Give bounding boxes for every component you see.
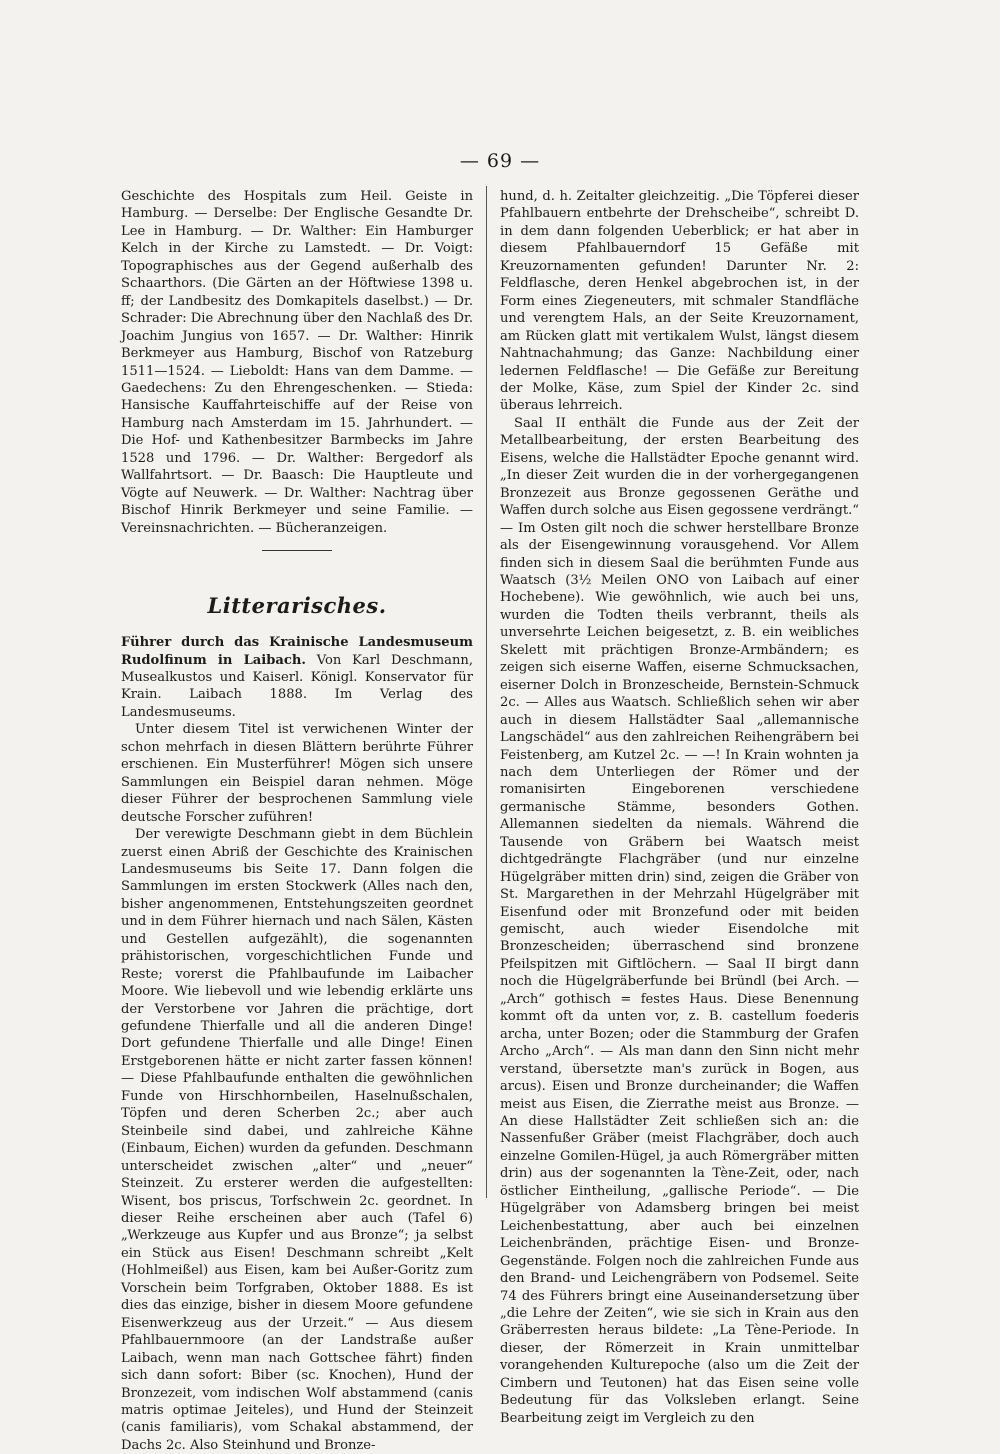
review-paragraph: hund, d. h. Zeitalter gleichzeitig. „Die Töpferei dieser Pfahlbauern entbehrte der Drehscheibe“, schreibt D. in dem dann folgenden Ueberblick; er hat aber in diesem Pfahlbauerndorf 15 Gefäße mit Kreuzornamenten gefunden! Darunter Nr. 2: Feldflasche, deren Henkel abgebrochen ist, in der Form eines Ziegeneuters, mit schmaler Standfläche und verengtem Hals, an der Seite Kreuzornament, am Rücken glatt mit vertikalem Wulst, längst diesem Nahtnachahmung; das Ganze: Nachbildung einer ledernen Feldflasche! — Die Gefäße zur Bereitung der Molke, Käse, zum Spiel der Kinder 2c. sind überaus lehrreich. — [500, 189, 859, 414]
section-heading: Litterarisches. — [207, 593, 387, 619]
page-number: — 69 — — [459, 150, 541, 172]
left-column — [121, 188, 473, 1454]
book-title: Führer durch das Krainische Landesmuseum Rudolfinum in Laibach. — [121, 635, 473, 668]
intro-paragraph: Geschichte des Hospitals zum Heil. Geiste in Hamburg. — Derselbe: Der Englische Gesandte Dr. Lee in Hamburg. — Dr. Walther: Ein Hamburger Kelch in der Kirche zu Lamstedt. — Dr. Voigt: Topographisches aus der Gegend außerhalb des Schaarthors. (Die Gärten an der Höftwiese 1398 u. ff; der Landbesitz des Domkapitels daselbst.) — Dr. Schrader: Die Abrechnung über den Nachlaß des Dr. Joachim Jungius von 1657. — Dr. Walther: Hinrik Berkmeyer aus Hamburg, Bischof von Ratzeburg 1511—1524. — Lieboldt: Hans van dem Damme. — Gaedechens: Zu den Ehrengeschenken. — Stieda: Hansische Kauffahrteischiffe auf der Reise von Hamburg nach Amsterdam im 15. Jahrhundert. — Die Hof- und Kathenbesitzer Barmbecks im Jahre 1528 und 1796. — Dr. Walther: Bergedorf als Wallfahrtsort. — Dr. Baasch: Die Hauptleute und Vögte auf Neuwerk. — Dr. Walther: Nachtrag über Bischof Hinrik Berkmeyer und seine Familie. — Vereinsnachrichten. — Bücheranzeigen. — [121, 189, 473, 536]
review-paragraph: Unter diesem Titel ist verwichenen Winter der schon mehrfach in diesen Blättern berührte Führer erschienen. Ein Musterführer! Mögen sich unsere Sammlungen ein Beispiel daran nehmen. Möge dieser Führer der besprochenen Sammlung viele deutsche Forscher zuführen! — [121, 722, 473, 825]
book-details: Von Karl Deschmann, Musealkustos und Kaiserl. Königl. Konservator für Krain. Laibach 1888. Im Verlag des Landesmuseums. — [121, 652, 473, 720]
review-paragraph: Der verewigte Deschmann giebt in dem Büchlein zuerst einen Abriß der Geschichte des Krainischen Landesmuseums bis Seite 17. Dann folgen die Sammlungen im ersten Stockwerk (Alles nach den, bisher angenommenen, Entstehungszeiten geordnet und in dem Führer hiernach und nach Sälen, Kästen und Gestellen aufgezählt), die sogenannten prähistorischen, vorgeschichtlichen Funde und Reste; vorerst die Pfahlbaufunde im Laibacher Moore. Wie liebevoll und wie lebendig erklärte uns der Verstorbene vor Jahren die prächtige, dort gefundene Thierfalle und all die anderen Dinge! Dort gefundene Thierfalle und alle Dinge! Einen Erstgeborenen hätte er nicht zarter fassen können! — Diese Pfahlbaufunde enthalten die gewöhnlichen Funde von Hirschhornbeilen, Haselnußschalen, Töpfen und deren Scherben 2c.; aber auch Steinbeile sind dabei, und zahlreiche Kähne (Einbaum, Eichen) wurden da gefunden. Deschmann unterscheidet zwischen „alter“ und „neuer“ Steinzeit. Zu ersterer werden die aufgestellten: Wisent, bos priscus, Torfschwein 2c. geordnet. In dieser Reihe erscheinen aber auch (Tafel 6) „Werkzeuge aus Kupfer und aus Bronze“; ja selbst ein Stück aus Eisen! Deschmann schreibt „Kelt (Hohlmeißel) aus Eisen, kam bei Außer-Goritz zum Vorschein beim Torfgraben, Oktober 1888. Es ist dies das einzige, bisher in diesem Moore gefundene Eisenwerkzeug aus der Urzeit.“ — Aus diesem Pfahlbauernmoore (an der Landstraße außer Laibach, wenn man nach Gottschee fährt) finden sich dann sofort: Biber (sc. Knochen), Hund der Bronzezeit, vom indischen Wolf abstammend (canis matris optimae Jeiteles), und Hund der Steinzeit (canis familiaris), vom Schakal abstammend, der Dachs 2c. Also Steinhund und Bronze- — [121, 827, 473, 1453]
book-entry — [121, 634, 473, 721]
review-paragraph: Saal II enthält die Funde aus der Zeit der Metallbearbeitung, der ersten Bearbeitung des Eisens, welche die Hallstädter Epoche genannt wird. „In dieser Zeit wurden die in der vorhergegangenen Bronzezeit aus Bronze gegossenen Geräthe und Waffen durch solche aus Eisen gegossene verdrängt.“ — Im Osten gilt noch die schwer herstellbare Bronze als der Eisengewinnung vorausgehend. Vor Allem finden sich in diesem Saal die berühmten Funde aus Waatsch (3½ Meilen ONO von Laibach auf einer Hochebene). Wie gewöhnlich, wie auch bei uns, wurden die Todten theils verbrannt, theils als unversehrte Leichen beigesetzt, z. B. ein weibliches Skelett mit prächtigen Bronze-Armbändern; es zeigen sich eiserne Waffen, eiserne Schmucksachen, eiserner Dolch in Bronzescheide, Bernstein-Schmuck 2c. — Alles aus Waatsch. Schließlich sehen wir aber auch in diesem Hallstädter Saal „allemannische Langschädel“ aus den zahlreichen Reihengräbern bei Feistenberg, am Kutzel 2c. — —! In Krain wohnten ja nach dem Unterliegen der Römer und der romanisirten Eingeborenen verschiedene germanische Stämme, besonders Gothen. Allemannen siedelten da niemals. Während die Tausende von Gräbern bei Waatsch meist dichtgedrängte Flachgräber (und nur einzelne Hügelgräber mitten drin) sind, zeigen die Gräber von St. Margarethen in der Mehrzahl Hügelgräber mit Eisenfund oder mit Bronzefund oder mit beiden gemischt, auch wieder Eisendolche mit Bronzescheiden; überraschend sind bronzene Pfeilspitzen mit Giftlöchern. — Saal II birgt dann noch die Hügelgräberfunde bei Bründl (bei Arch. — „Arch“ gothisch = festes Haus. Diese Benennung kommt oft da unten vor, z. B. castellum foederis archa, unter Bozen; oder die Stammburg der Grafen Archo „Arch“. — Als man dann den Sinn nicht mehr verstand, übersetzte man's zurück in Bogen, aus arcus). Eisen und Bronze durcheinander; die Waffen meist aus Eisen, die Zierrathe meist aus Bronze. — An diese Hallstädter Zeit schließen sich an: die Nassenfußer Gräber (meist Flachgräber, doch auch einzelne Gomilen-Hügel, ja auch Römergräber mitten drin) aus der sogenannten la Tène-Zeit, oder, nach östlicher Eintheilung, „gallische Periode“. — Die Hügelgräber von Adamsberg bringen bei meist Leichenbestattung, aber auch bei einzelnen Leichenbränden, prächtige Eisen- und Bronze-Gegenstände. Folgen noch die zahlreichen Funde aus den Brand- und Leichengräbern von Podsemel. Seite 74 des Führers bringt eine Auseinandersetzung über „die Lehre der Zeiten“, wie sie sich in Krain aus den Gräberresten heraus bildete: „La Tène-Periode. In dieser, der Römerzeit in Krain unmittelbar vorangehenden Kulturepoche (also um die Zeit der Cimbern und Teutonen) hat das Eisen seine volle Bedeutung für das Volksleben erlangt. Seine Bearbeitung zeigt im Vergleich zu den — [500, 415, 859, 1426]
right-column — [500, 188, 859, 1427]
column-divider — [486, 186, 487, 1198]
section-divider-rule — [262, 550, 332, 551]
